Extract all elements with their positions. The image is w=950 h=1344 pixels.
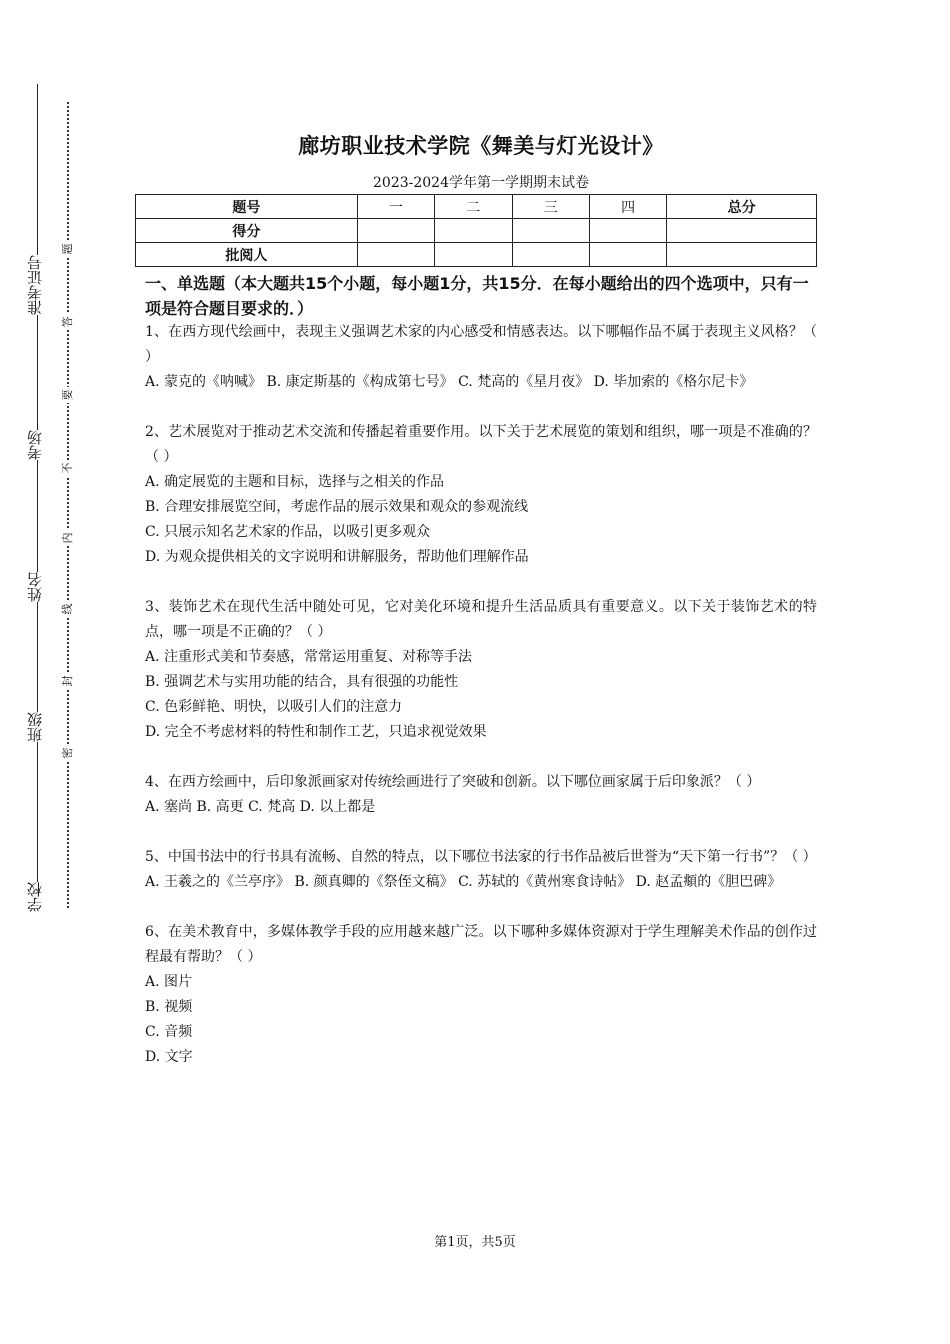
score-cell[interactable] bbox=[435, 219, 512, 243]
option-c: C. 只展示知名艺术家的作品，以吸引更多观众 bbox=[145, 524, 431, 540]
seal-char: 线 bbox=[62, 601, 74, 617]
option-c: C. 色彩鲜艳、明快，以吸引人们的注意力 bbox=[145, 699, 403, 715]
binding-dotted-line bbox=[67, 102, 69, 908]
seal-char: 内 bbox=[62, 530, 74, 546]
score-cell[interactable] bbox=[512, 219, 589, 243]
option-a: A. 图片 bbox=[145, 974, 193, 990]
option-c: C. 音频 bbox=[145, 1024, 193, 1040]
section-title: 一、单选题（本大题共15个小题，每小题1分，共15分．在每小题给出的四个选项中，只有一项是符合题目要求的．） bbox=[145, 274, 809, 318]
question-stem: 6、在美术教育中，多媒体教学手段的应用越来越广泛。以下哪种多媒体资源对于学生理解美术作品的创作过程最有帮助？（ ） bbox=[145, 924, 817, 965]
question-options: A. 塞尚 B. 高更 C. 梵高 D. 以上都是 bbox=[145, 799, 376, 815]
score-table-header-row bbox=[136, 195, 817, 219]
col-header: 总分 bbox=[667, 195, 817, 219]
option-d: D. 完全不考虑材料的特性和制作工艺，只追求视觉效果 bbox=[145, 724, 487, 740]
seal-char: 题 bbox=[62, 241, 74, 257]
score-table bbox=[135, 194, 817, 267]
question-options: A. 王羲之的《兰亭序》 B. 颜真卿的《祭侄文稿》 C. 苏轼的《黄州寒食诗帖》 D. 赵孟頫的《胆巴碑》 bbox=[145, 874, 782, 890]
question bbox=[145, 595, 817, 745]
option-b: B. 强调艺术与实用功能的结合，具有很强的功能性 bbox=[145, 674, 459, 690]
name-label: 姓名 bbox=[24, 572, 50, 602]
score-row bbox=[136, 219, 817, 243]
class-label: 班级 bbox=[24, 712, 50, 742]
option-d: D. 为观众提供相关的文字说明和讲解服务，帮助他们理解作品 bbox=[145, 549, 529, 565]
score-cell[interactable] bbox=[667, 219, 817, 243]
exam-subtitle: 2023-2024学年第一学期期末试卷 bbox=[373, 175, 589, 191]
score-cell[interactable] bbox=[589, 219, 666, 243]
grader-cell[interactable] bbox=[357, 243, 434, 267]
question-stem: 5、中国书法中的行书具有流畅、自然的特点，以下哪位书法家的行书作品被后世誉为“天下第一行书”？（ ） bbox=[145, 849, 817, 865]
grader-row bbox=[136, 243, 817, 267]
binding-solid-line bbox=[37, 84, 38, 904]
seal-char: 答 bbox=[62, 314, 74, 330]
question-stem: 3、装饰艺术在现代生活中随处可见，它对美化环境和提升生活品质具有重要意义。以下关于装饰艺术的特点，哪一项是不正确的？（ ） bbox=[145, 599, 817, 640]
question-stem: 1、在西方现代绘画中，表现主义强调艺术家的内心感受和情感表达。以下哪幅作品不属于表现主义风格？（ ） bbox=[145, 324, 817, 365]
grader-cell[interactable] bbox=[512, 243, 589, 267]
seal-char: 要 bbox=[62, 387, 74, 403]
row-header: 批阅人 bbox=[136, 243, 358, 267]
option-d: D. 文字 bbox=[145, 1049, 193, 1065]
exam-id-label: 准考证号 bbox=[24, 255, 50, 315]
option-a: A. 确定展览的主题和目标，选择与之相关的作品 bbox=[145, 474, 445, 490]
score-cell[interactable] bbox=[357, 219, 434, 243]
question bbox=[145, 320, 817, 395]
col-header: 三 bbox=[512, 195, 589, 219]
col-header: 四 bbox=[589, 195, 666, 219]
question-stem: 2、艺术展览对于推动艺术交流和传播起着重要作用。以下关于艺术展览的策划和组织，哪一项是不准确的？（ ） bbox=[145, 424, 817, 465]
question bbox=[145, 920, 817, 1070]
question bbox=[145, 845, 817, 895]
option-b: B. 视频 bbox=[145, 999, 193, 1015]
seal-char: 密 bbox=[62, 745, 74, 761]
question bbox=[145, 420, 817, 570]
col-header: 一 bbox=[357, 195, 434, 219]
exam-title: 廊坊职业技术学院《舞美与灯光设计》 bbox=[298, 134, 664, 158]
col-header: 二 bbox=[435, 195, 512, 219]
grader-cell[interactable] bbox=[667, 243, 817, 267]
question-list bbox=[145, 320, 817, 1095]
binding-margin bbox=[0, 0, 100, 1344]
question-options: A. 蒙克的《呐喊》 B. 康定斯基的《构成第七号》 C. 梵高的《星月夜》 D. 毕加索的《格尔尼卡》 bbox=[145, 374, 754, 390]
col-header: 题号 bbox=[136, 195, 358, 219]
row-header: 得分 bbox=[136, 219, 358, 243]
option-b: B. 合理安排展览空间，考虑作品的展示效果和观众的参观流线 bbox=[145, 499, 529, 515]
option-a: A. 注重形式美和节奏感，常常运用重复、对称等手法 bbox=[145, 649, 473, 665]
grader-cell[interactable] bbox=[435, 243, 512, 267]
seal-char: 不 bbox=[62, 460, 74, 476]
grader-cell[interactable] bbox=[589, 243, 666, 267]
question-stem: 4、在西方绘画中，后印象派画家对传统绘画进行了突破和创新。以下哪位画家属于后印象派？（ ） bbox=[145, 774, 761, 790]
exam-room-label: 考场 bbox=[24, 430, 50, 460]
page-number: 第1页，共5页 bbox=[434, 1235, 516, 1250]
question bbox=[145, 770, 817, 820]
seal-char: 封 bbox=[62, 673, 74, 689]
school-label: 学校 bbox=[24, 882, 50, 912]
